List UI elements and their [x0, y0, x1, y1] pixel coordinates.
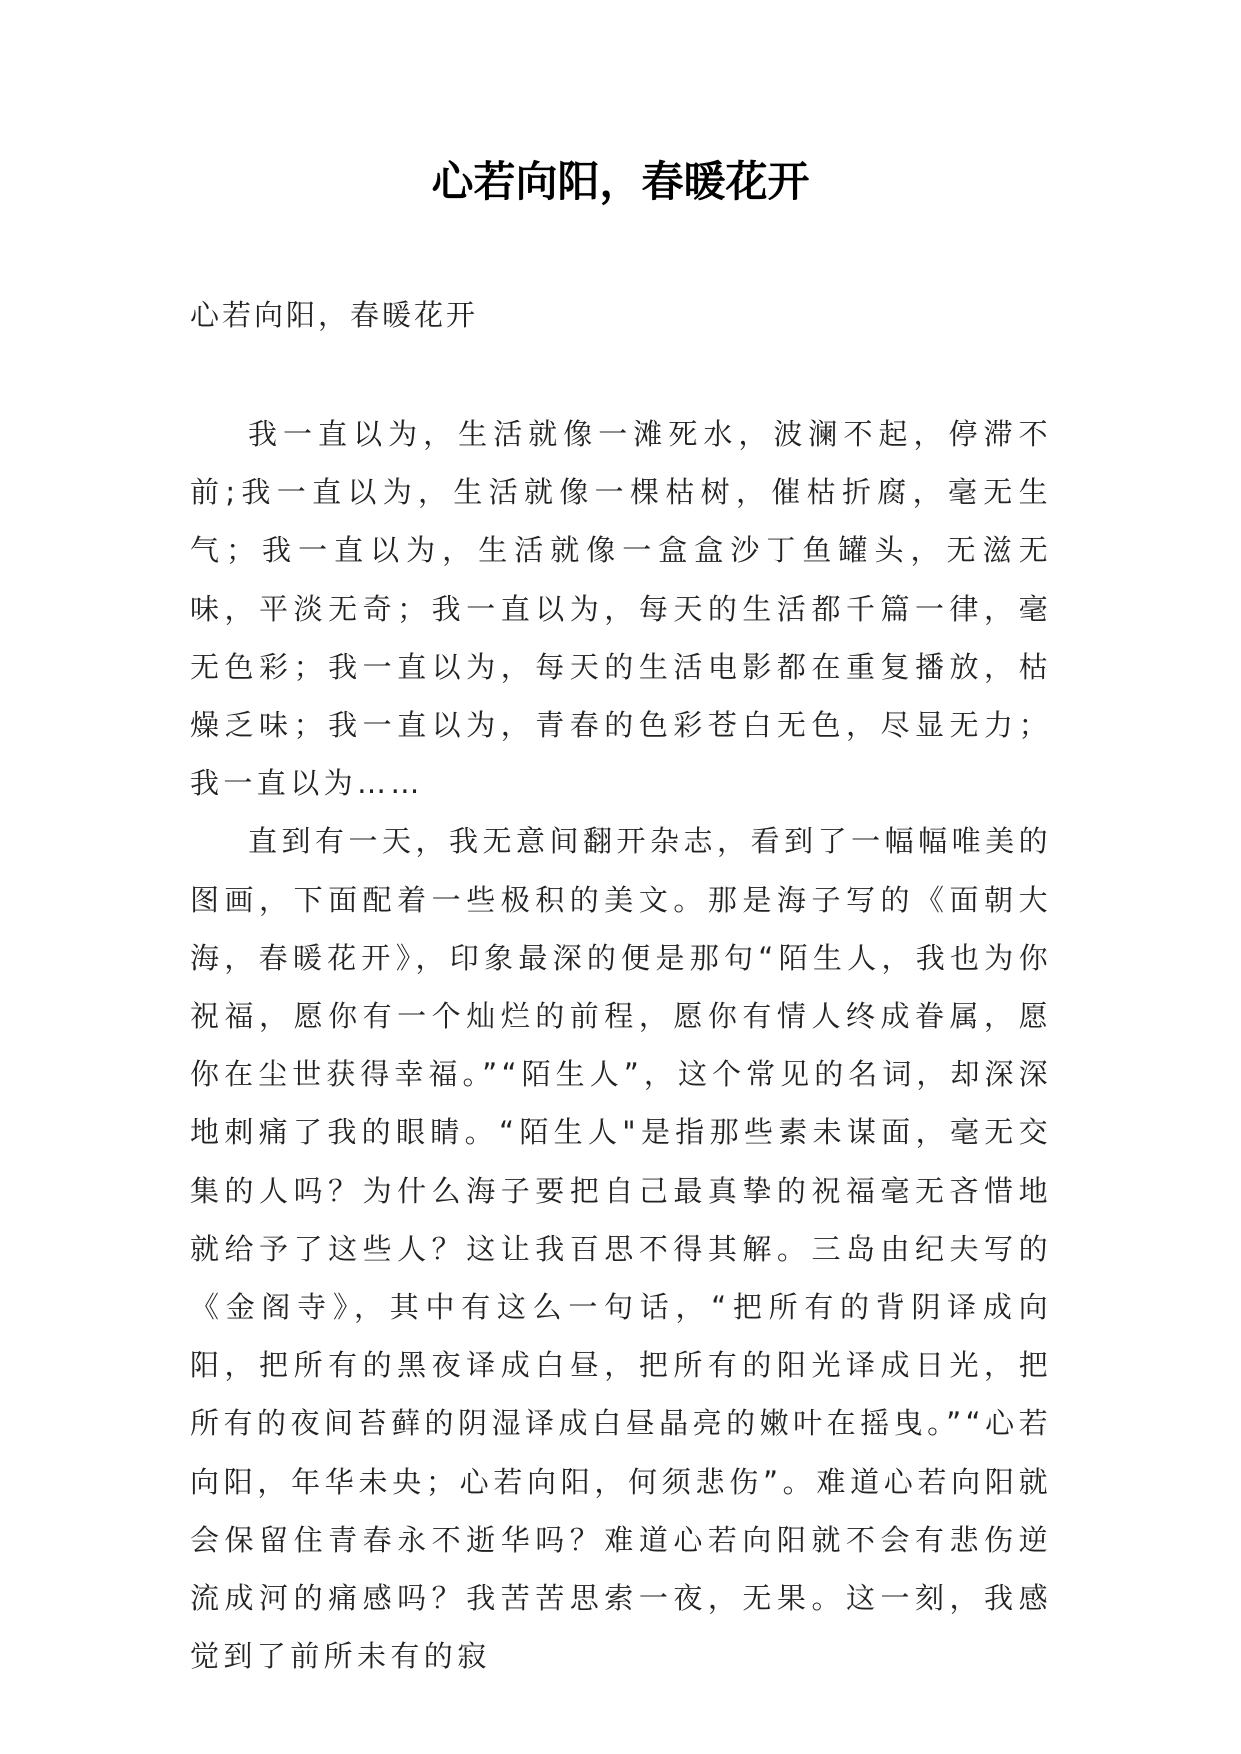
paragraph-2: 直到有一天，我无意间翻开杂志，看到了一幅幅唯美的图画，下面配着一些极积的美文。那是海子写的《面朝大海，春暖花开》，印象最深的便是那句“陌生人，我也为你祝福，愿你有一个灿烂的前程，愿你有情人终成眷属，愿你在尘世获得幸福。”“陌生人”，这个常见的名词，却深深地刺痛了我的眼睛。“陌生人"是指那些素未谋面，毫无交集的人吗？为什么海子要把自己最真挚的祝福毫无吝惜地就给予了这些人？这让我百思不得其解。三岛由纪夫写的《金阁寺》，其中有这么一句话，“把所有的背阴译成向阳，把所有的黑夜译成白昼，把所有的阳光译成日光，把所有的夜间苔藓的阴湿译成白昼晶亮的嫩叶在摇曳。”“心若向阳，年华未央；心若向阳，何须悲伤”。难道心若向阳就会保留住青春永不逝华吗？难道心若向阳就不会有悲伤逆流成河的痛感吗？我苦苦思索一夜，无果。这一刻，我感觉到了前所未有的寂 — [190, 824, 1052, 1674]
document-title: 心若向阳，春暖花开 — [431, 157, 810, 206]
document-body — [190, 405, 1052, 1685]
paragraph-1: 我一直以为，生活就像一滩死水，波澜不起，停滞不前;我一直以为，生活就像一棵枯树，催枯折腐，毫无生气；我一直以为，生活就像一盒盒沙丁鱼罐头，无滋无味，平淡无奇；我一直以为，每天的生活都千篇一律，毫无色彩；我一直以为，每天的生活电影都在重复播放，枯燥乏味；我一直以为，青春的色彩苍白无色，尽显无力；我一直以为…… — [190, 417, 1052, 801]
document-subtitle: 心若向阳，春暖花开 — [190, 298, 479, 332]
